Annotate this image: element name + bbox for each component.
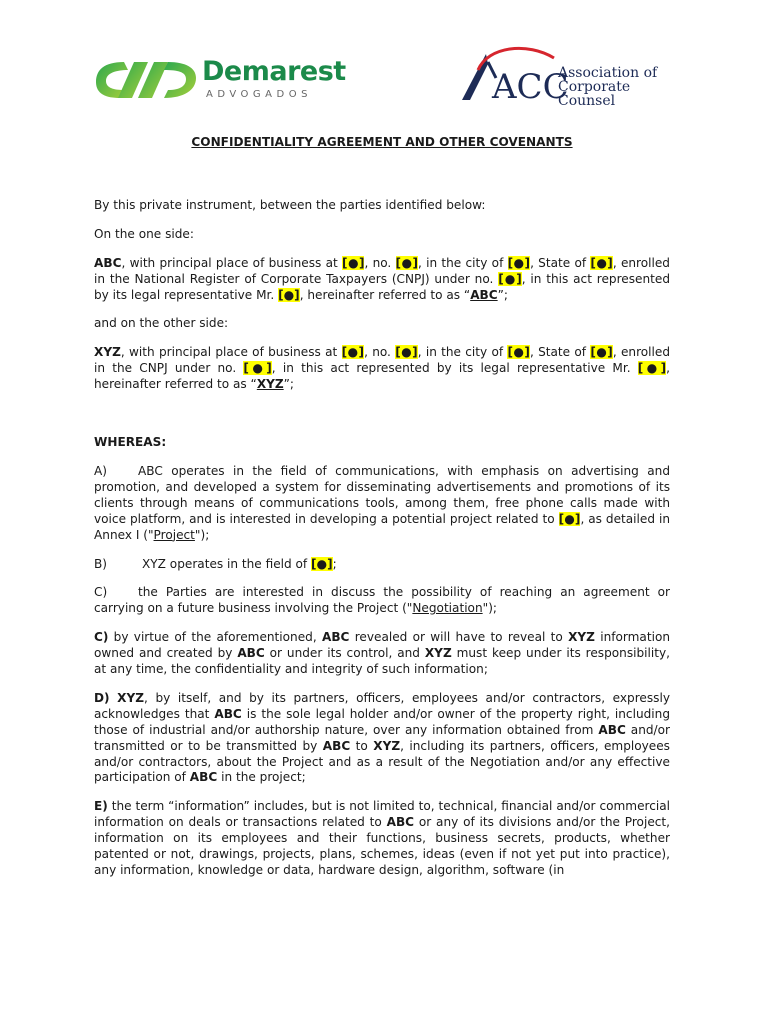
demarest-name: Demarest: [202, 56, 346, 87]
clause-b: B) XYZ operates in the field of [●];: [94, 556, 337, 571]
placeholder: [●]: [507, 255, 531, 270]
xyz-defined-term: XYZ: [256, 377, 284, 392]
placeholder: [●]: [342, 255, 365, 270]
placeholder: [●]: [590, 345, 613, 360]
clause-c: C) the Parties are interested in discuss the possibility of reaching an agreement or carrying on a future business involving the Project ("Negotiation");: [94, 585, 670, 616]
acc-logo-line-2: Corporate Counsel: [558, 79, 631, 109]
demarest-logo-mark-icon: [94, 56, 198, 102]
placeholder: [●]: [278, 287, 300, 302]
placeholder: [●]: [590, 255, 613, 270]
abc-party-name: ABC: [94, 255, 122, 270]
acc-logo-letters: ACC: [492, 67, 569, 107]
demarest-logo: [94, 56, 346, 104]
placeholder: [●]: [341, 345, 365, 360]
clause-c-second: C) by virtue of the aforementioned, ABC revealed or will have to reveal to XYZ information owned and created by ABC or under its control, and XYZ must keep under its responsibility, at any time, the confidentiality and integrity of such information;: [94, 630, 671, 677]
whereas-heading: WHEREAS:: [94, 435, 167, 450]
one-side-label: On the one side:: [94, 226, 194, 241]
placeholder: [●]: [311, 556, 333, 571]
placeholder: [●]: [558, 511, 581, 526]
placeholder: [●]: [395, 345, 418, 360]
project-defined-term: Project: [153, 527, 195, 542]
acc-logo-mark-icon: [458, 44, 569, 107]
clause-label: B): [94, 556, 108, 571]
clause-label: C): [94, 585, 108, 600]
document-body: [94, 135, 670, 879]
acc-logo-text: [558, 66, 674, 108]
placeholder: [●]: [243, 361, 272, 376]
clause-label: E): [94, 799, 108, 814]
abc-party-paragraph: ABC, with principal place of business at [●], no. [●], in the city of [●], State of [●], enrolled in the National Register of Corporate Taxpayers (CNPJ) under no. [●], in this act represented by its legal representative Mr. [●], hereinafter referred to as “ABC”;: [94, 255, 670, 302]
xyz-party-paragraph: XYZ, with principal place of business at [●], no. [●], in the city of [●], State of [●], enrolled in the CNPJ under no. [●], in this act represented by its legal representative Mr. [●], hereinafter referred to as “XYZ”;: [94, 345, 671, 392]
clause-a: A) ABC operates in the field of communications, with emphasis on advertising and promotion, and developed a system for disseminating advertisements and promotions of its clients through means of communications tools, among them, free phone calls made with voice platform, and is interested in developing a potential project related to [●], as detailed in Annex I ("Project");: [94, 463, 670, 542]
placeholder: [●]: [498, 271, 522, 286]
placeholder: [●]: [395, 255, 418, 270]
xyz-party-name: XYZ: [94, 345, 121, 360]
clause-e: E) the term “information” includes, but is not limited to, technical, financial and/or commercial information on deals or transactions related to ABC or any of its divisions and/or the Project, information on its employees and their functions, business secrets, products, whether patented or not, drawings, projects, plans, schemes, ideas (even if not yet put into practice), any information, knowledge or data, hardware design, algorithm, software (in: [94, 799, 670, 877]
other-side-label: and on the other side:: [94, 316, 229, 331]
negotiation-defined-term: Negotiation: [412, 601, 483, 616]
abc-defined-term: ABC: [470, 287, 498, 302]
placeholder: [●]: [637, 361, 667, 376]
acc-logo-line-1: Association of: [558, 65, 658, 81]
demarest-subtitle: ADVOGADOS: [206, 89, 312, 100]
clause-label: D): [94, 690, 110, 705]
document-title: CONFIDENTIALITY AGREEMENT AND OTHER COVENANTS: [191, 135, 573, 149]
clause-label: A): [94, 463, 107, 478]
placeholder: [●]: [507, 345, 530, 360]
page-header: [94, 44, 674, 109]
intro-paragraph: By this private instrument, between the parties identified below:: [94, 197, 486, 212]
clause-label: C): [94, 630, 109, 645]
acc-logo: [458, 44, 674, 109]
clause-d: D) XYZ, by itself, and by its partners, officers, employees and/or contractors, expressly acknowledges that ABC is the sole legal holder and/or owner of the property right, including those of industrial and/or authorship nature, over any information obtained from ABC and/or transmitted or to be transmitted by ABC to XYZ, including its partners, officers, employees and/or contractors, about the Project and as a result of the Negotiation and/or any effective participation of ABC in the project;: [94, 690, 671, 785]
